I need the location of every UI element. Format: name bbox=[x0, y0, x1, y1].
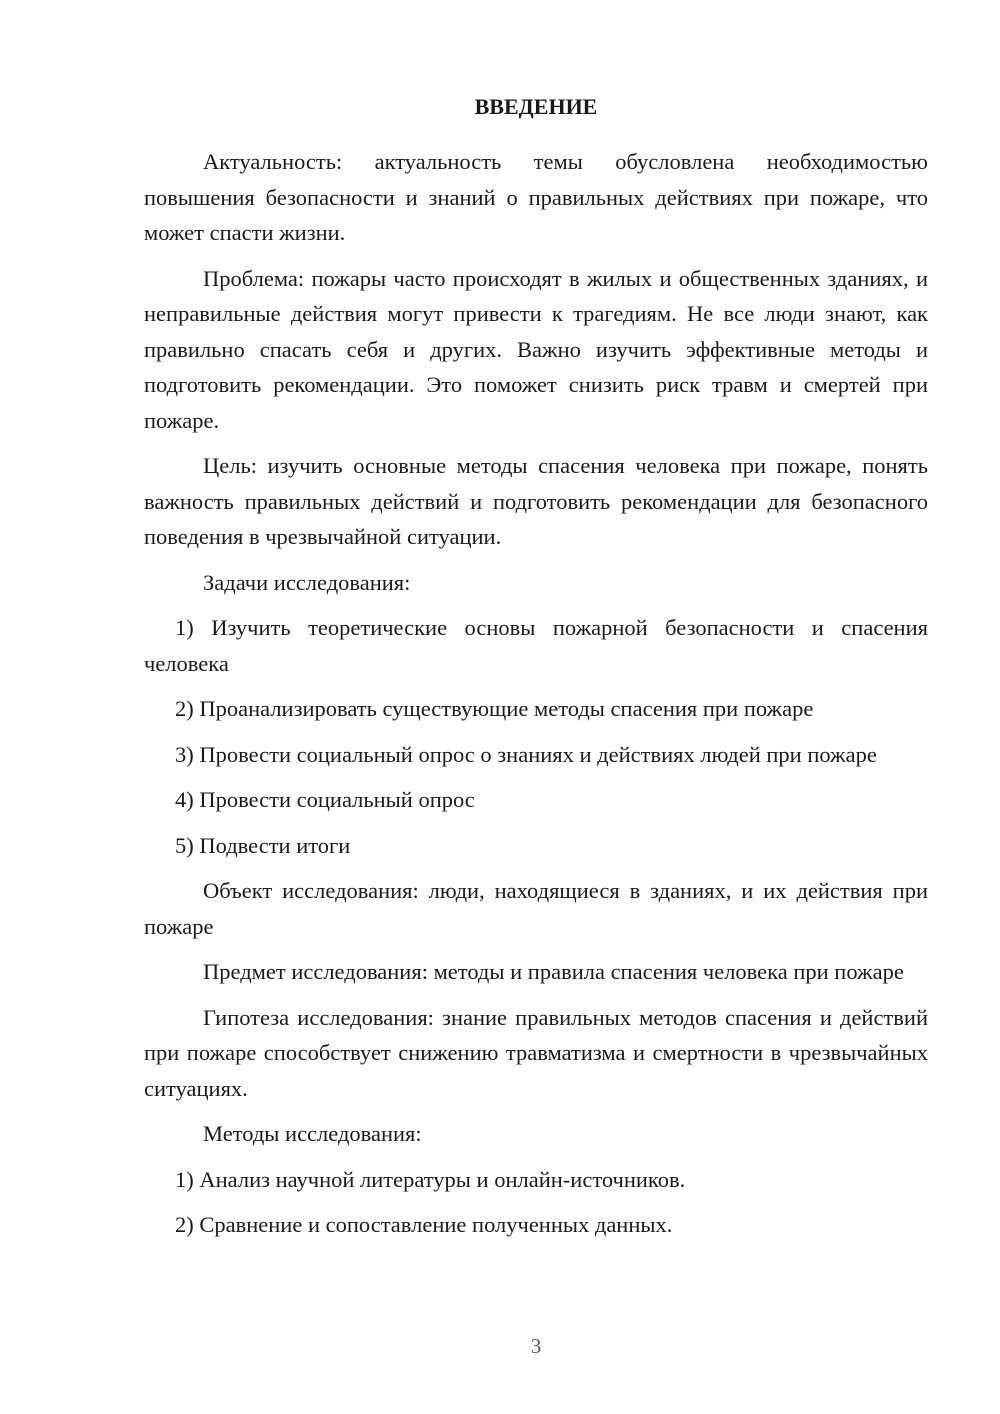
task-item-4: 4) Провести социальный опрос bbox=[175, 787, 475, 812]
problem-paragraph: Проблема: пожары часто происходят в жилых и общественных зданиях, и неправильные действия могут привести к трагедиям. Не все люди знают, как правильно спасать себя и других. Важно изучить эффективные методы и подготовить рекомендации. Это поможет снизить риск травм и смертей при пожаре. bbox=[144, 265, 928, 433]
subject-paragraph: Предмет исследования: методы и правила спасения человека при пожаре bbox=[203, 959, 904, 984]
method-item-1: 1) Анализ научной литературы и онлайн-источников. bbox=[175, 1166, 686, 1192]
section-title: ВВЕДЕНИЕ bbox=[474, 94, 598, 119]
task-item-1: 1) Изучить теоретические основы пожарной безопасности и спасения человека bbox=[144, 615, 928, 676]
task-item-5: 5) Подвести итоги bbox=[175, 832, 351, 858]
document-body bbox=[144, 92, 928, 1253]
methods-heading: Методы исследования: bbox=[203, 1121, 422, 1146]
task-item-2: 2) Проанализировать существующие методы спасения при пожаре bbox=[175, 696, 814, 721]
object-paragraph: Объект исследования: люди, находящиеся в зданиях, и их действия при пожаре bbox=[144, 878, 928, 939]
method-item-2: 2) Сравнение и сопоставление полученных данных. bbox=[175, 1212, 673, 1237]
goal-paragraph: Цель: изучить основные методы спасения человека при пожаре, понять важность правильных действий и подготовить рекомендации для безопасного поведения в чрезвычайной ситуации. bbox=[144, 453, 928, 549]
hypothesis-paragraph: Гипотеза исследования: знание правильных методов спасения и действий при пожаре способствует снижению травматизма и смертности в чрезвычайных ситуациях. bbox=[144, 1004, 928, 1101]
relevance-paragraph: Актуальность: актуальность темы обусловлена необходимостью повышения безопасности и знаний о правильных действиях при пожаре, что может спасти жизни. bbox=[144, 149, 928, 245]
page-number: 3 bbox=[530, 1334, 542, 1358]
tasks-heading: Задачи исследования: bbox=[203, 569, 411, 595]
task-item-3: 3) Провести социальный опрос о знаниях и действиях людей при пожаре bbox=[175, 741, 877, 767]
